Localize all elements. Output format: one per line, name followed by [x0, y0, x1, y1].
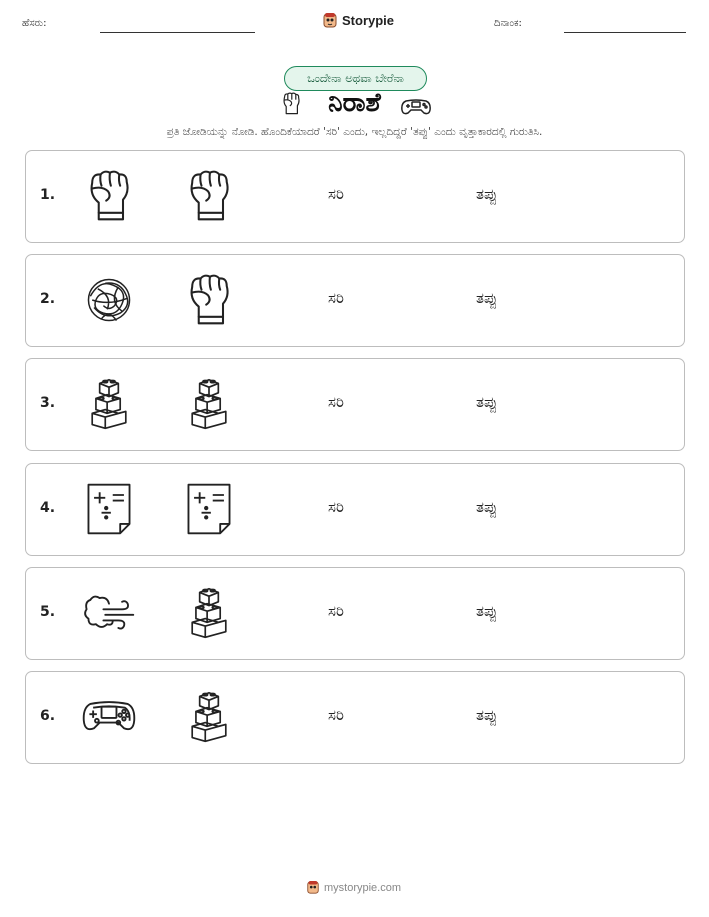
- game-controller-icon: [401, 97, 431, 117]
- math-sheet-icon: [81, 481, 137, 537]
- question-row: [25, 567, 685, 660]
- page-title: ನಿರಾಶೆ: [328, 88, 381, 118]
- fist-icon: [81, 168, 137, 224]
- answer-option-same[interactable]: ಸರಿ: [328, 706, 344, 724]
- answer-option-different[interactable]: ತಪ್ಪು: [476, 289, 498, 308]
- blocks-icon: [81, 376, 137, 432]
- date-field-line[interactable]: [564, 32, 686, 33]
- storypie-mascot-icon: [306, 880, 320, 895]
- question-row: [25, 463, 685, 556]
- question-number: 1.: [40, 187, 56, 203]
- question-row: [25, 358, 685, 451]
- storypie-mascot-icon: [322, 12, 338, 29]
- question-row: [25, 150, 685, 243]
- question-number: 2.: [40, 291, 56, 308]
- question-number: 3.: [40, 395, 56, 412]
- answer-option-different[interactable]: ತಪ್ಪು: [476, 601, 498, 620]
- fist-icon: [181, 168, 237, 224]
- instructions: ಪ್ರತಿ ಜೋಡಿಯನ್ನು ನೋಡಿ. ಹೊಂದಿಕೆಯಾದರೆ 'ಸರಿ' ಎಂದು, ಇಲ್ಲದಿದ್ದರೆ 'ತಪ್ಪು' ಎಂದು ವೃತ್ತಾಕಾರದಲ್ಲಿ ಗುರುತಿಸಿ.: [166, 126, 543, 138]
- storypie-logo: [322, 12, 394, 29]
- activity-badge: ಒಂದೇನಾ ಅಥವಾ ಬೇರೆನಾ: [284, 66, 427, 91]
- answer-option-same[interactable]: ಸರಿ: [328, 185, 344, 203]
- game-controller-icon: [81, 689, 137, 745]
- question-number: 4.: [40, 499, 56, 516]
- answer-option-same[interactable]: ಸರಿ: [328, 393, 344, 412]
- question-row: [25, 254, 685, 347]
- blocks-icon: [181, 689, 237, 745]
- answer-option-different[interactable]: ತಪ್ಪು: [476, 706, 498, 724]
- date-label: ದಿನಾಂಕ:: [494, 18, 522, 29]
- question-number: 6.: [40, 708, 56, 724]
- math-sheet-icon: [181, 481, 237, 537]
- question-row: [25, 671, 685, 764]
- blocks-icon: [181, 376, 237, 432]
- answer-option-different[interactable]: ತಪ್ಪು: [476, 393, 498, 412]
- answer-option-different[interactable]: ತಪ್ಪು: [476, 497, 498, 516]
- name-field-line[interactable]: [100, 32, 255, 33]
- answer-option-different[interactable]: ತಪ್ಪು: [476, 185, 498, 203]
- answer-option-same[interactable]: ಸರಿ: [328, 601, 344, 620]
- fist-icon: [181, 272, 237, 328]
- brand-name: Storypie: [342, 13, 395, 28]
- name-label: ಹೆಸರು:: [22, 18, 47, 29]
- wind-icon: [81, 585, 137, 641]
- footer: [306, 880, 401, 895]
- blocks-icon: [181, 585, 237, 641]
- tangle-icon: [81, 272, 137, 328]
- footer-url[interactable]: mystorypie.com: [324, 881, 402, 894]
- answer-option-same[interactable]: ಸರಿ: [328, 497, 344, 516]
- question-number: 5.: [40, 603, 56, 620]
- answer-option-same[interactable]: ಸರಿ: [328, 289, 344, 308]
